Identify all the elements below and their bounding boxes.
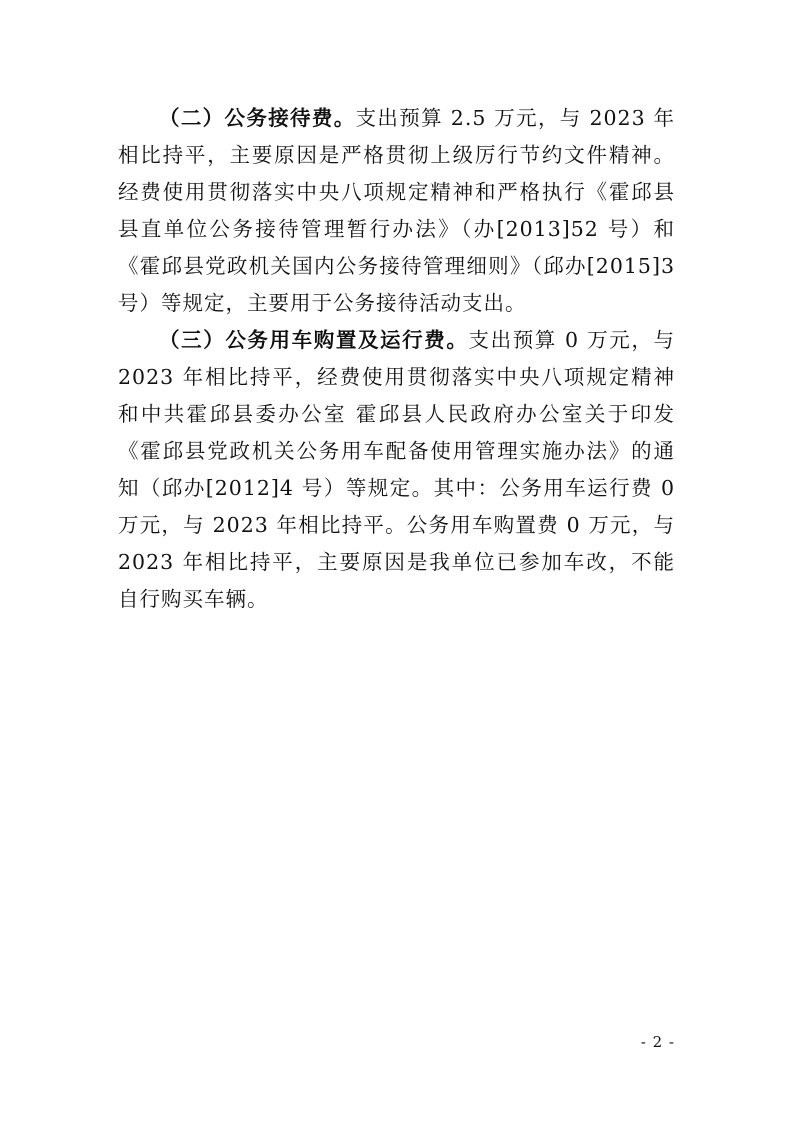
body-text	[118, 100, 675, 618]
text-official-vehicle: 支出预算 0 万元，与 2023 年相比持平，经费使用贯彻落实中央八项规定精神和中共霍邱县委办公室 霍邱县人民政府办公室关于印发《霍邱县党政机关公务用车配备使用管理实施办法》的通知（邱办[2012]4 号）等规定。其中：公务用车运行费 0 万元，与 2023 年相比持平。公务用车购置费 0 万元，与 2023 年相比持平，主要原因是我单位已参加车改，不能自行购买车辆。	[118, 328, 676, 611]
paragraph-official-reception	[118, 100, 675, 322]
paragraph-official-vehicle	[118, 322, 675, 618]
text-official-reception: 支出预算 2.5 万元，与 2023 年相比持平，主要原因是严格贯彻上级厉行节约文件精神。经费使用贯彻落实中央八项规定精神和严格执行《霍邱县县直单位公务接待管理暂行办法》（办[2013]52 号）和《霍邱县党政机关国内公务接待管理细则》（邱办[2015]3 号）等规定，主要用于公务接待活动支出。	[118, 106, 676, 315]
heading-official-vehicle: （三）公务用车购置及运行费。	[159, 328, 469, 352]
page-number: - 2 -	[640, 1033, 675, 1051]
heading-official-reception: （二）公务接待费。	[159, 106, 356, 130]
